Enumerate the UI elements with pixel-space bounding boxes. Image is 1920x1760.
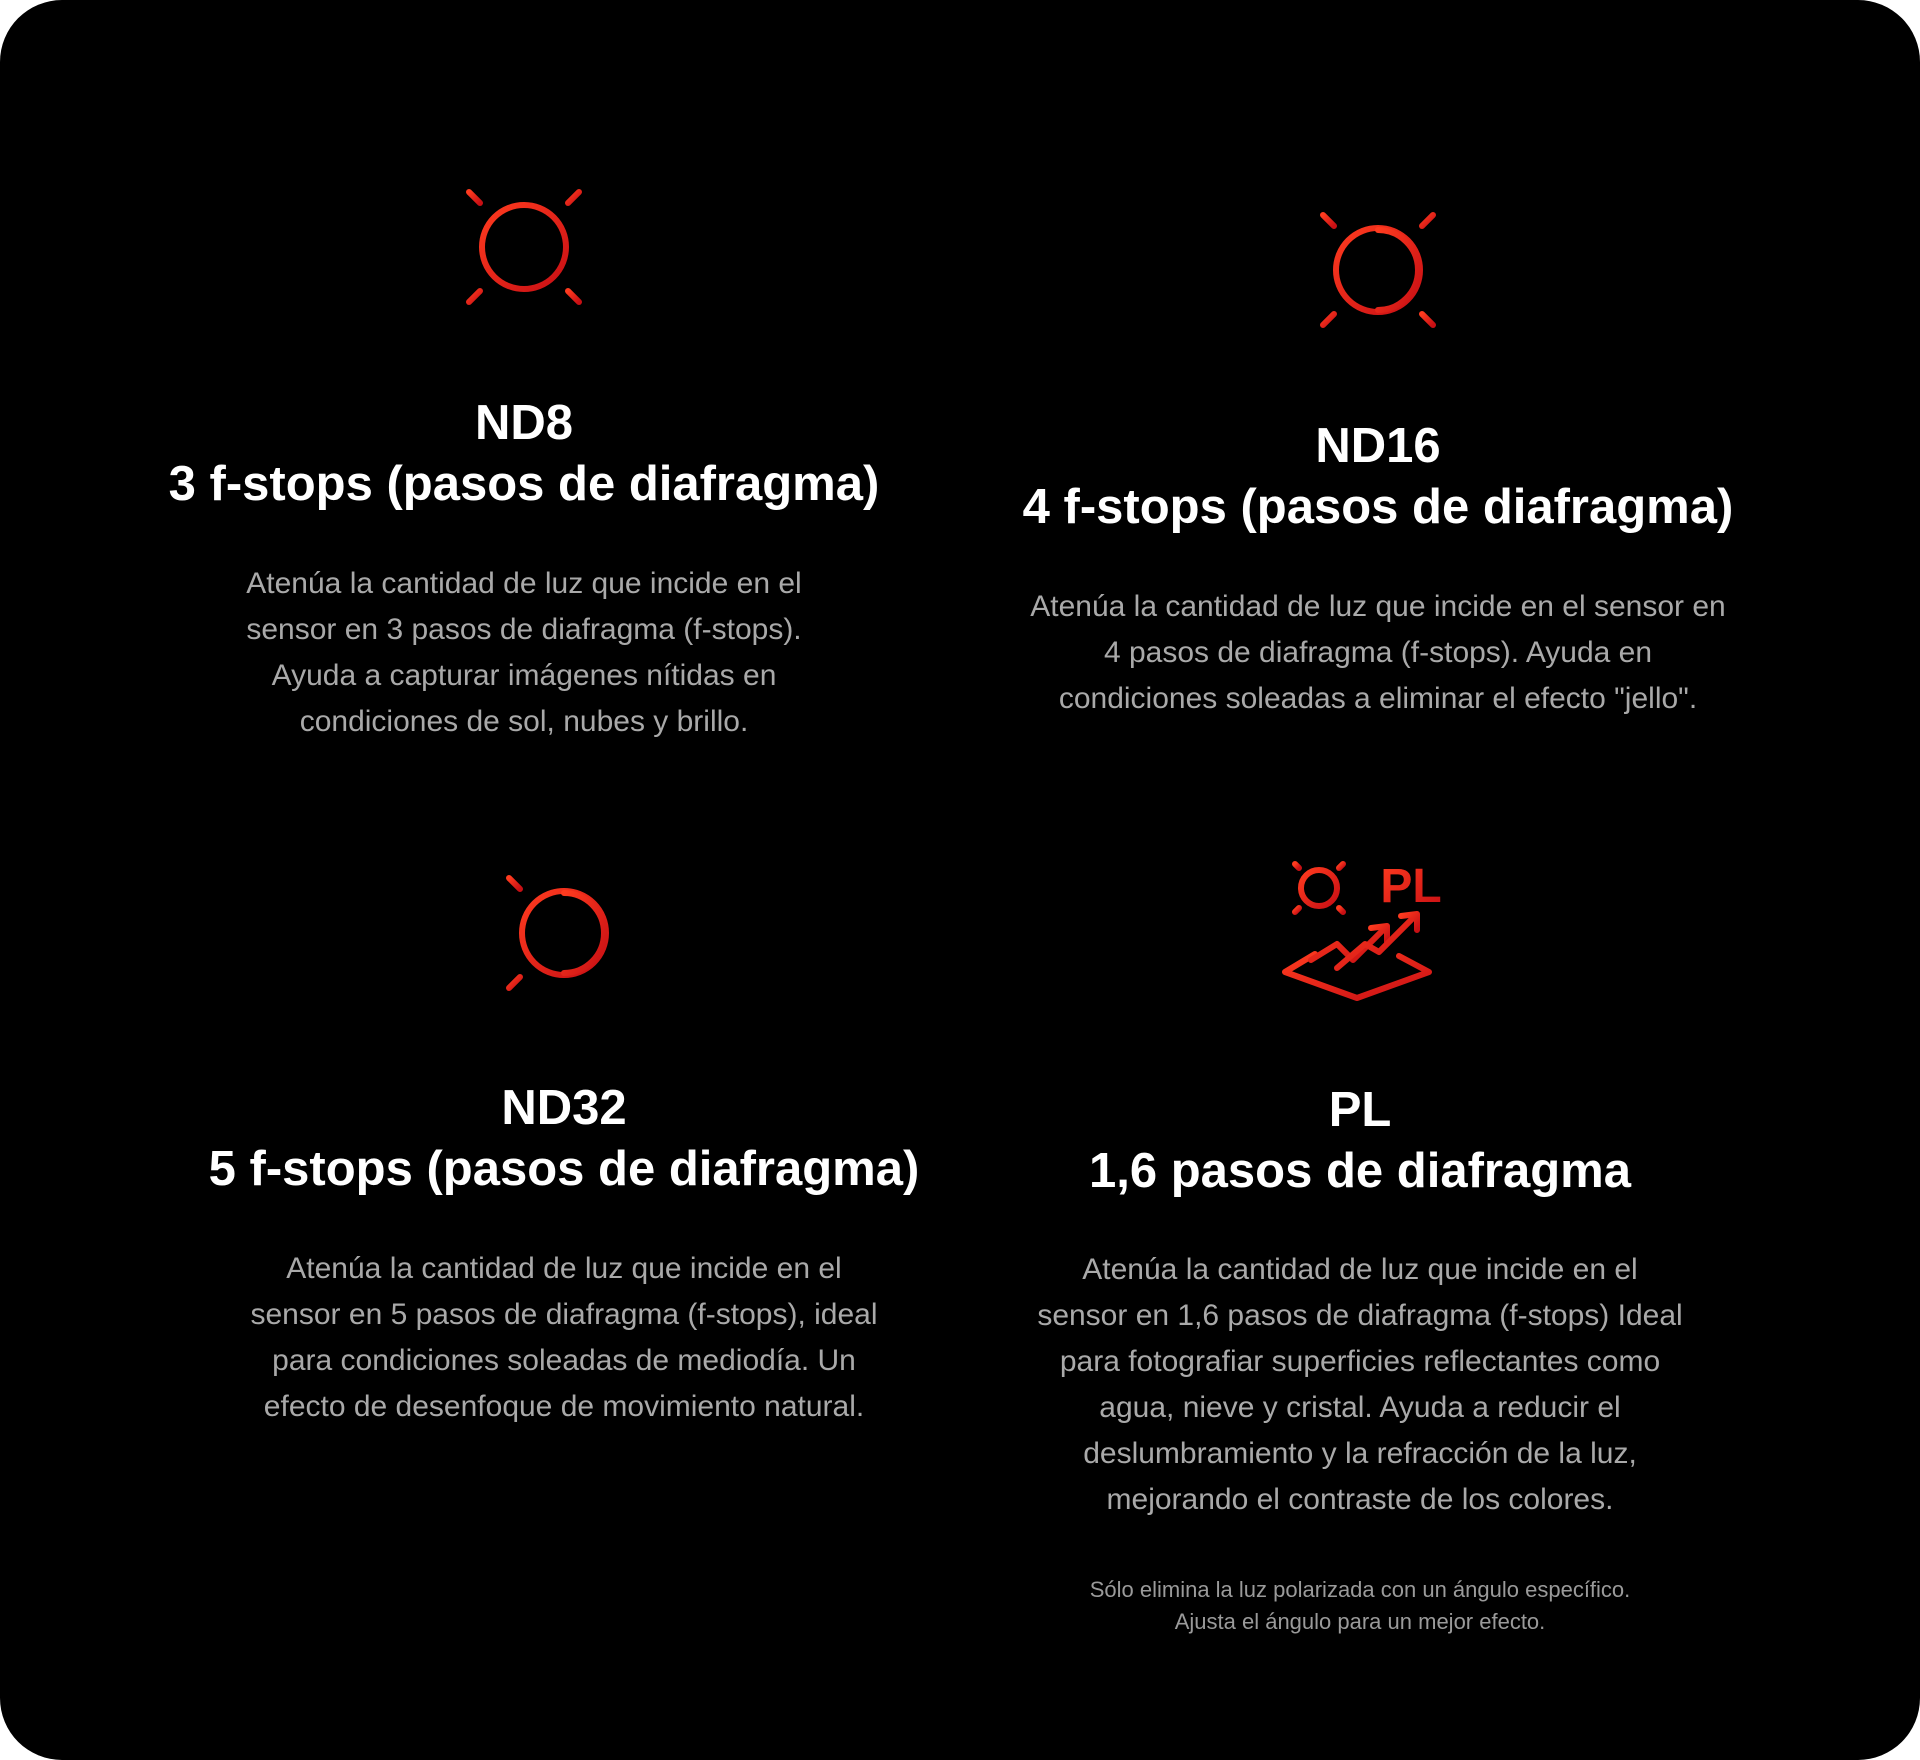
pl-icon-text: PL: [1380, 860, 1442, 913]
filter-stops: 1,6 pasos de diafragma: [1089, 1144, 1631, 1198]
filter-description: Atenúa la cantidad de luz que incide en el sensor en 5 pasos de diafragma (f-stops), ideal para condiciones soleadas de mediodía. Un efecto de desenfoque de movimiento natural.: [250, 1252, 878, 1423]
filter-pl: [910, 0, 1810, 1700]
filter-name: ND8: [474, 396, 574, 450]
filter-name: ND32: [501, 1081, 627, 1135]
filter-stops: 3 f-stops (pasos de diafragma): [168, 457, 880, 511]
filter-nd32: [114, 0, 1014, 1500]
filter-name: PL: [1328, 1083, 1392, 1137]
polarizer-icon: [1275, 848, 1445, 1008]
half-sun-icon: [479, 848, 649, 1018]
filter-title: [114, 1078, 1014, 1200]
note-line-2: Ajusta el ángulo para un mejor efecto.: [1174, 1609, 1546, 1634]
filter-description: Atenúa la cantidad de luz que incide en el sensor en 1,6 pasos de diafragma (f-stops) Ideal para fotografiar superficies reflectantes como agua, nieve y cristal. Ayuda a reducir el deslumbramiento y la refracción de la luz, mejorando el contraste de los colores.: [1037, 1253, 1683, 1516]
filter-note: [1010, 1574, 1710, 1638]
filter-description: Atenúa la cantidad de luz que incide en el sensor en 4 pasos de diafragma (f-stops). Ayuda en condiciones soleadas a eliminar el efecto "jello".: [1030, 590, 1726, 715]
filter-stops: 5 f-stops (pasos de diafragma): [208, 1142, 920, 1196]
filter-stops: 4 f-stops (pasos de diafragma): [1022, 480, 1734, 534]
filter-description: Atenúa la cantidad de luz que incide en el sensor en 3 pasos de diafragma (f-stops). Ayuda a capturar imágenes nítidas en condiciones de sol, nubes y brillo.: [246, 567, 802, 738]
filter-name: ND16: [1315, 419, 1441, 473]
note-line-1: Sólo elimina la luz polarizada con un ángulo específico.: [1089, 1577, 1631, 1602]
filter-title: [910, 1080, 1810, 1202]
